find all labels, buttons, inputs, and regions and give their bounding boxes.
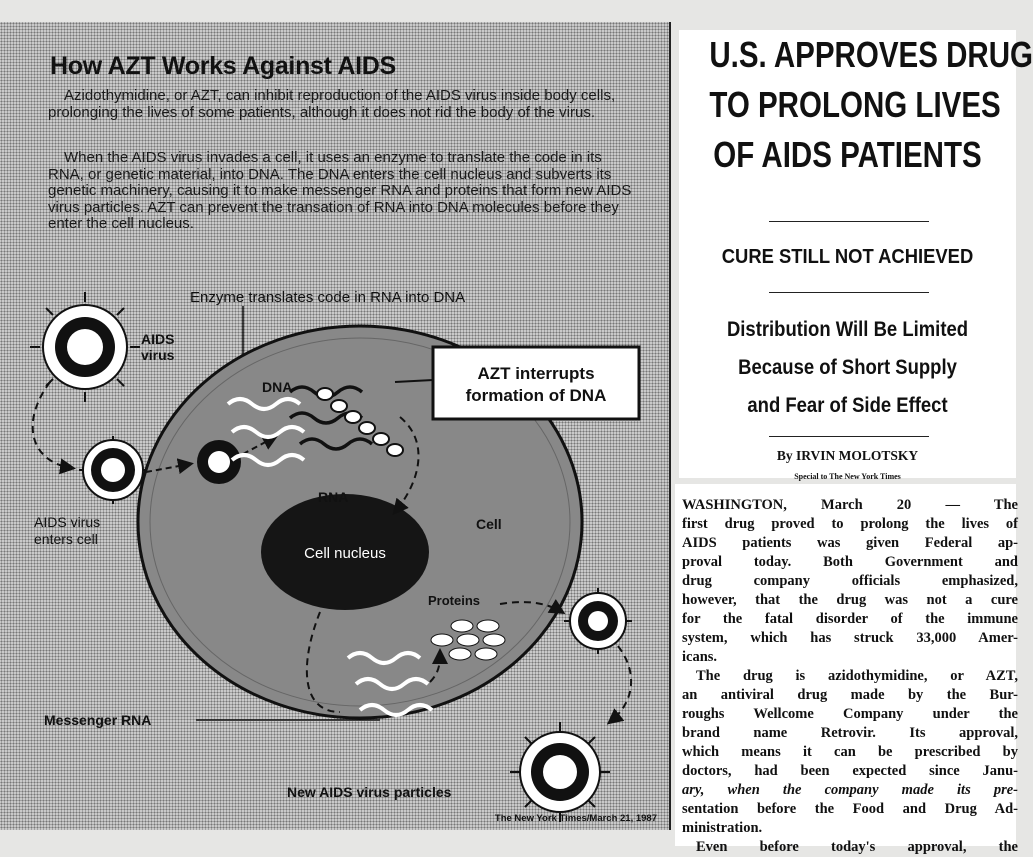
body-line: Even before today's approval, the [696, 839, 1018, 855]
azt-callout-text: formation of DNA [465, 386, 607, 405]
graphic-paragraph: When the AIDS virus invades a cell, it uses an enzyme to translate the code in its RNA, or genetic material, into DNA. The DNA enters the cell nucleus and subverts its genetic machinery, causing it to make messenger RNA and proteins that form new AIDS virus particles. AZT can prevent the transation of RNA into DNA molecules before they enter the cell nucleus. [48, 149, 632, 233]
nucleus-label: Cell nucleus [304, 545, 386, 562]
body-line: WASHINGTON, March 20 — The [682, 497, 1018, 513]
article-body [675, 484, 1018, 855]
body-line: first drug proved to prolong the lives of [682, 516, 1018, 532]
body-line: system, which has struck 33,000 Amer- [682, 630, 1018, 646]
infection-path [33, 382, 72, 468]
rna-label: RNA [318, 489, 349, 505]
virus-enters-label: AIDS virus [34, 514, 101, 530]
aids-virus-label: AIDS [141, 331, 175, 347]
dateline-credit: Special to The New York Times [794, 472, 901, 481]
byline: By IRVIN MOLOTSKY [776, 448, 919, 463]
body-line: proval today. Both Government and [682, 554, 1018, 570]
deck-line: Distribution Will Be Limited [726, 318, 969, 341]
divider [769, 436, 929, 437]
new-virus-particle-icon [510, 722, 610, 822]
graphic-paragraph: Azidothymidine, or AZT, can inhibit reproduction of the AIDS virus inside body cells, prolonging the lives of some patients, although it does not rid the body of the virus. [48, 87, 616, 121]
divider [769, 221, 929, 222]
subheadline: CURE STILL NOT ACHIEVED [721, 246, 974, 268]
deck-line: Because of Short Supply [738, 356, 957, 379]
virus-enters-label: enters cell [34, 531, 98, 547]
headline-line: TO PROLONG LIVES [709, 84, 1001, 125]
body-line: The drug is azidothymidine, or AZT, [696, 668, 1018, 684]
azt-callout-box [433, 347, 639, 419]
proteins-label: Proteins [428, 593, 481, 608]
virus-core-icon [197, 440, 241, 484]
body-line: however, that the drug was not a cure [682, 592, 1018, 608]
body-line: sentation before the Food and Drug Ad- [682, 801, 1018, 817]
article-body-text [682, 496, 1018, 857]
headline-line: U.S. APPROVES DRUG [709, 34, 1033, 75]
body-line: roughs Wellcome Company under the [682, 706, 1018, 722]
azt-infographic [0, 22, 671, 830]
enzyme-label: Enzyme translates code in RNA into DNA [190, 289, 466, 306]
body-line: an antiviral drug made by the Bur- [682, 687, 1018, 703]
graphic-credit: The New York Times/March 21, 1987 [494, 813, 657, 824]
headline-line: OF AIDS PATIENTS [713, 134, 982, 175]
body-line: AIDS patients was given Federal ap- [682, 535, 1018, 551]
azt-callout-text: AZT interrupts [477, 364, 595, 383]
graphic-title: How AZT Works Against AIDS [50, 52, 396, 80]
aids-virus-label: virus [141, 347, 175, 363]
body-line: which means it can be prescribed by [682, 744, 1018, 760]
body-line: drug company officials emphasized, [682, 573, 1018, 589]
messenger-rna-label: Messenger RNA [44, 712, 152, 728]
body-line: brand name Retrovir. Its approval, [682, 725, 1018, 741]
body-line: for the fatal disorder of the immune [682, 611, 1018, 627]
article-header [679, 30, 1033, 481]
body-line: ministration. [682, 820, 763, 836]
divider [769, 292, 929, 293]
body-line: ary, when the company made its pre- [682, 782, 1018, 798]
new-particles-label: New AIDS virus particles [287, 784, 452, 800]
aids-virus-entering-icon [79, 436, 147, 504]
body-line: doctors, had been expected since Janu- [682, 763, 1018, 779]
azt-diagram [0, 22, 669, 830]
new-virus-particle-icon [564, 588, 632, 654]
dna-label: DNA [262, 379, 293, 395]
headline [709, 30, 1033, 180]
deck-line: and Fear of Side Effect [747, 394, 948, 417]
cell-label: Cell [476, 516, 502, 532]
body-line: icans. [682, 649, 718, 665]
deck [679, 311, 1016, 425]
